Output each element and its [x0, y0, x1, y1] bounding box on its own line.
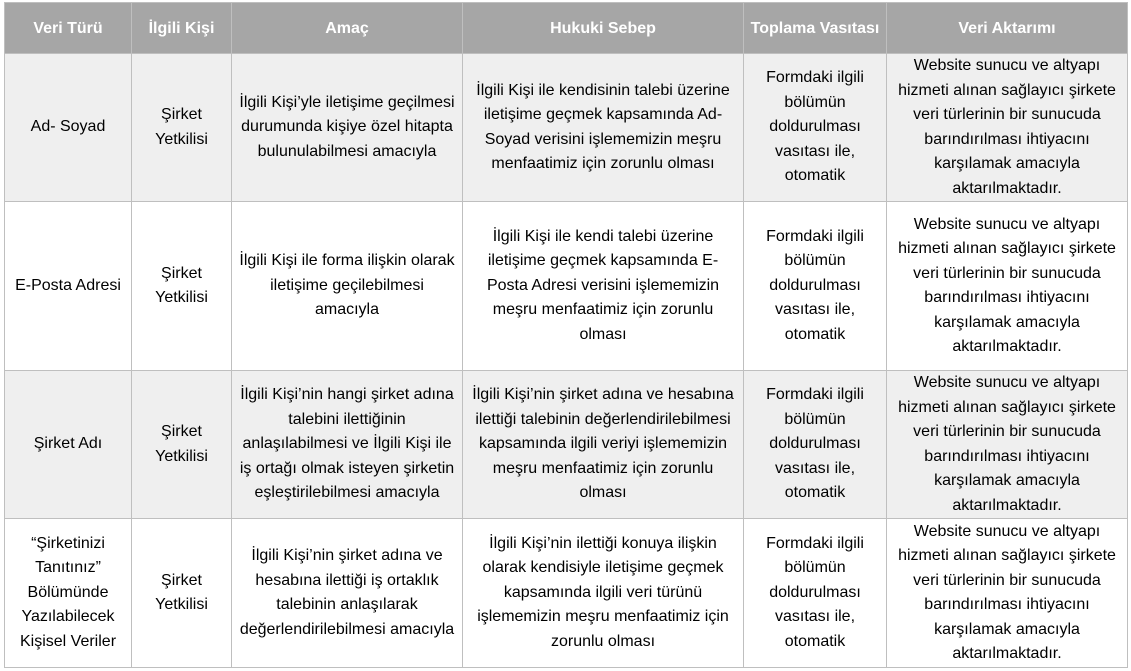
- cell-toplama-vasitasi: Formdaki ilgili bölümün doldurulması vasıtası ile, otomatik: [744, 54, 887, 202]
- header-row: [5, 3, 1128, 54]
- table-header: [5, 3, 1128, 54]
- cell-hukuki-sebep: İlgili Kişi ile kendisinin talebi üzerine iletişime geçmek kapsamında Ad-Soyad verisini işlememizin meşru menfaatimiz için zorunlu olması: [463, 54, 744, 202]
- header-toplama-vasitasi: Toplama Vasıtası: [744, 3, 887, 54]
- cell-ilgili-kisi: Şirket Yetkilisi: [132, 371, 232, 519]
- cell-veri-turu: Şirket Adı: [5, 371, 132, 519]
- cell-hukuki-sebep: İlgili Kişi ile kendi talebi üzerine iletişime geçmek kapsamında E-Posta Adresi verisini işlememizin meşru menfaatimiz için zorunlu olması: [463, 202, 744, 371]
- cell-amac: İlgili Kişi’nin hangi şirket adına talebini ilettiğinin anlaşılabilmesi ve İlgili Kişi ile iş ortağı olmak isteyen şirketin eşleştirilebilmesi amacıyla: [232, 371, 463, 519]
- cell-veri-turu: Ad- Soyad: [5, 54, 132, 202]
- cell-toplama-vasitasi: Formdaki ilgili bölümün doldurulması vasıtası ile, otomatik: [744, 371, 887, 519]
- cell-veri-aktarimi: Website sunucu ve altyapı hizmeti alınan sağlayıcı şirkete veri türlerinin bir sunucuda barındırılması ihtiyacını karşılamak amacıyla aktarılmaktadır.: [887, 202, 1128, 371]
- cell-ilgili-kisi: Şirket Yetkilisi: [132, 519, 232, 668]
- cell-veri-aktarimi: Website sunucu ve altyapı hizmeti alınan sağlayıcı şirkete veri türlerinin bir sunucuda barındırılması ihtiyacını karşılamak amacıyla aktarılmaktadır.: [887, 519, 1128, 668]
- table-row: [5, 54, 1128, 202]
- cell-toplama-vasitasi: Formdaki ilgili bölümün doldurulması vasıtası ile, otomatik: [744, 202, 887, 371]
- cell-veri-aktarimi: Website sunucu ve altyapı hizmeti alınan sağlayıcı şirkete veri türlerinin bir sunucuda barındırılması ihtiyacını karşılamak amacıyla aktarılmaktadır.: [887, 371, 1128, 519]
- cell-ilgili-kisi: Şirket Yetkilisi: [132, 202, 232, 371]
- table-body: [5, 54, 1128, 668]
- header-amac: Amaç: [232, 3, 463, 54]
- cell-amac: İlgili Kişi ile forma ilişkin olarak iletişime geçilebilmesi amacıyla: [232, 202, 463, 371]
- header-veri-aktarimi: Veri Aktarımı: [887, 3, 1128, 54]
- cell-ilgili-kisi: Şirket Yetkilisi: [132, 54, 232, 202]
- cell-veri-turu: “Şirketinizi Tanıtınız” Bölümünde Yazılabilecek Kişisel Veriler: [5, 519, 132, 668]
- table-row: [5, 371, 1128, 519]
- header-hukuki-sebep: Hukuki Sebep: [463, 3, 744, 54]
- cell-hukuki-sebep: İlgili Kişi’nin şirket adına ve hesabına ilettiği talebinin değerlendirilebilmesi kapsamında ilgili veriyi işlememizin meşru menfaatimiz için zorunlu olması: [463, 371, 744, 519]
- cell-amac: İlgili Kişi’nin şirket adına ve hesabına ilettiği iş ortaklık talebinin anlaşılarak değerlendirilebilmesi amacıyla: [232, 519, 463, 668]
- cell-toplama-vasitasi: Formdaki ilgili bölümün doldurulması vasıtası ile, otomatik: [744, 519, 887, 668]
- header-ilgili-kisi: İlgili Kişi: [132, 3, 232, 54]
- cell-veri-turu: E-Posta Adresi: [5, 202, 132, 371]
- cell-hukuki-sebep: İlgili Kişi’nin ilettiği konuya ilişkin olarak kendisiyle iletişime geçmek kapsamında ilgili veri türünü işlememizin meşru menfaatimiz için zorunlu olması: [463, 519, 744, 668]
- cell-veri-aktarimi: Website sunucu ve altyapı hizmeti alınan sağlayıcı şirkete veri türlerinin bir sunucuda barındırılması ihtiyacını karşılamak amacıyla aktarılmaktadır.: [887, 54, 1128, 202]
- header-veri-turu: Veri Türü: [5, 3, 132, 54]
- table-row: [5, 519, 1128, 668]
- table-row: [5, 202, 1128, 371]
- data-processing-table: [4, 2, 1128, 668]
- cell-amac: İlgili Kişi’yle iletişime geçilmesi durumunda kişiye özel hitapta bulunulabilmesi amacıyla: [232, 54, 463, 202]
